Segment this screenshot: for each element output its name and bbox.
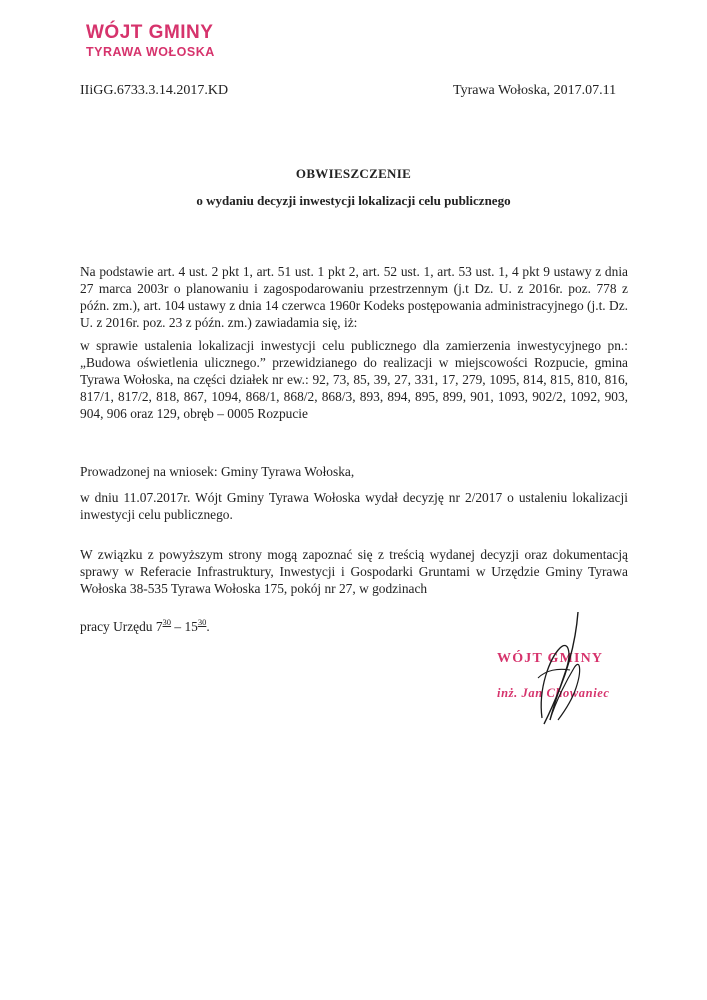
paragraph-access [80, 547, 628, 598]
hours-open-min: 30 [162, 617, 172, 627]
paragraph-decision: w dniu 11.07.2017r. Wójt Gminy Tyrawa Wołoska wydał decyzję nr 2/2017 o ustaleniu lokalizacji inwestycji celu publicznego. [80, 490, 628, 522]
document-subtitle: o wydaniu decyzji inwestycji lokalizacji celu publicznego [196, 193, 511, 208]
stamp-line-1: WÓJT GMINY [86, 22, 214, 43]
hours-separator: – 15 [171, 619, 198, 634]
paragraph-applicant: Prowadzonej na wniosek: Gminy Tyrawa Wołoska, [80, 464, 355, 479]
hours-suffix: . [206, 619, 210, 634]
place-date: Tyrawa Wołoska, 2017.07.11 [453, 83, 617, 98]
paragraph-legal-basis: Na podstawie art. 4 ust. 2 pkt 1, art. 51 ust. 1 pkt 2, art. 52 ust. 1, art. 53 ust. 1, 4 pkt 9 ustawy z dnia 27 marca 2003r o planowaniu i zagospodarowaniu przestrzennym (j.t Dz. U. z 2016r. poz. 778 z późn. zm.), art. 104 ustawy z dnia 14 czerwca 1960r Kodeks postępowania administracyjnego (j.t. Dz. U. z 2016r. poz. 23 z późn. zm.) zawiadamia się, iż: [80, 264, 628, 330]
signature-stamp-title: WÓJT GMINY [497, 651, 604, 666]
header-stamp [86, 22, 215, 60]
document-title: OBWIESZCZENIE [295, 166, 412, 181]
handwritten-signature [520, 608, 590, 728]
hours-prefix: pracy Urzędu 7 [80, 619, 163, 634]
access-text: W związku z powyższym strony mogą zapoznać się z treścią wydanej decyzji oraz dokumentacją sprawy w Referacie Infrastruktury, Inwestycji i Gospodarki Gruntami w Urzędzie Gminy Tyrawa Wołoska 38-535 Tyrawa Wołoska 175, pokój nr 27, w godzinach [80, 547, 628, 596]
paragraph-subject: w sprawie ustalenia lokalizacji inwestycji celu publicznego dla zamierzenia inwestycyjnego pn.: „Budowa oświetlenia ulicznego.” przewidzianego do realizacji w miejscowości Rozpucie, gmina Tyrawa Wołoska, na części działek nr ew.: 92, 73, 85, 39, 27, 331, 17, 279, 1095, 814, 815, 810, 816, 817/1, 817/2, 818, 867, 1094, 868/1, 868/2, 868/3, 893, 894, 895, 899, 901, 1093, 902/2, 1092, 903, 904, 906 oraz 129, obręb – 0005 Rozpucie [80, 338, 628, 421]
signature-stamp-name: inż. Jan Chowaniec [497, 686, 610, 700]
reference-number: IIiGG.6733.3.14.2017.KD [80, 83, 229, 98]
stamp-line-2: TYRAWA WOŁOSKA [86, 45, 215, 59]
hours-close-min: 30 [197, 617, 207, 627]
